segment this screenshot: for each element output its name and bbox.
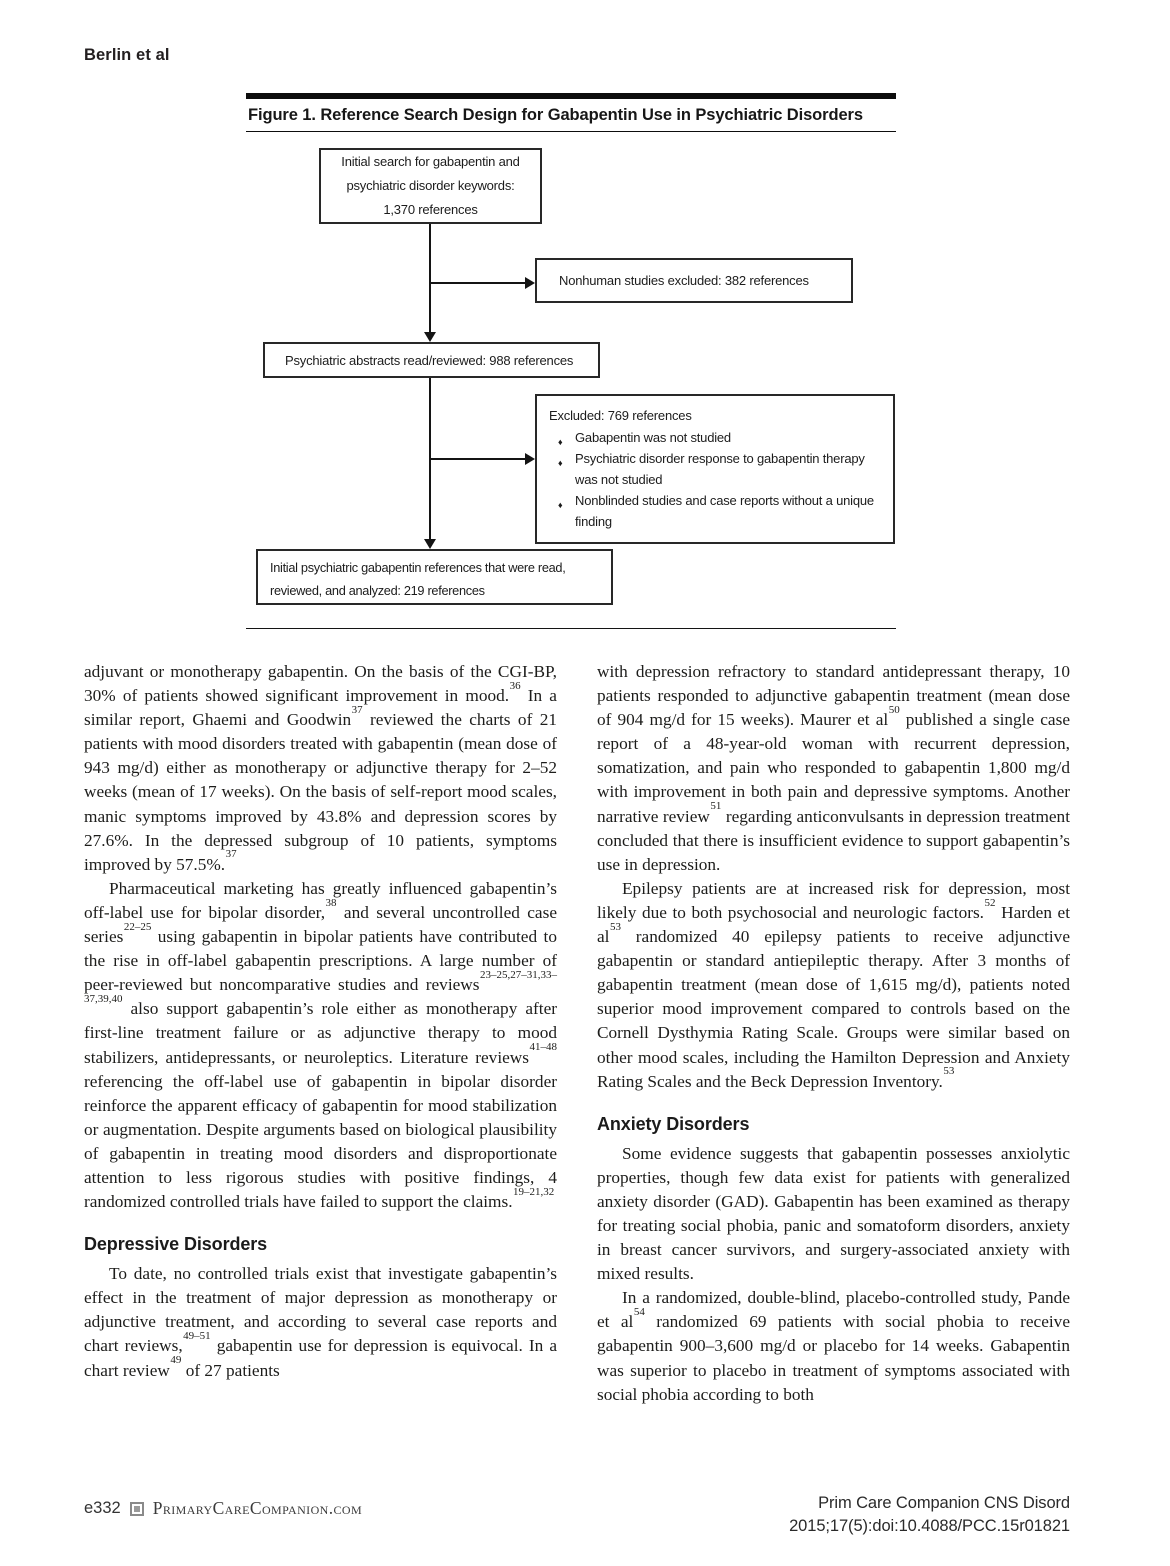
figure-1 <box>246 93 896 629</box>
excluded-item-text: Gabapentin was not studied <box>575 430 731 445</box>
flow-connector-horizontal-2 <box>430 458 526 460</box>
running-head: Berlin et al <box>84 46 170 64</box>
paragraph: To date, no controlled trials exist that investigate gabapentin’s effect in the treatment of major depression as monotherapy or adjunctive treatment, and according to several case reports and chart reviews,$^{49-51}$ gabapentin use for depression is equivocal. In a chart review$^{49}$ of 27 patients <box>84 1264 557 1380</box>
flow-box-text: Nonhuman studies excluded: 382 references <box>559 273 809 288</box>
footer-right <box>789 1492 1070 1538</box>
flow-box-line: psychiatric disorder keywords: <box>346 178 515 193</box>
diamond-bullet-icon: ♦ <box>558 500 563 510</box>
flowchart <box>246 132 896 629</box>
diamond-bullet-icon: ♦ <box>558 458 563 468</box>
flow-box-final-references <box>256 549 613 605</box>
paragraph: Epilepsy patients are at increased risk for depression, most likely due to both psychosocial and neurologic factors.$^{52}$ Harden et $al^{53}$ randomized 40 epilepsy patients to receive adjunctive gabapentin or standard antiepileptic therapy. After 3 months of gabapentin treatment (mean dose of 1,615 mg/d), patients noted superior mood improvement compared to controls based on the Cornell Dysthymia Rating Scale. Groups were similar based on other mood scales, including the Hamilton Depression and Anxiety Rating Scales and the Beck Depression Inventory.$^{53}$ <box>597 878 1071 1091</box>
flow-box-line: Initial search for gabapentin and <box>341 154 520 169</box>
flow-box-nonhuman-excluded <box>535 258 853 303</box>
section-heading-anxiety-disorders: Anxiety Disorders <box>597 1113 750 1134</box>
right-column <box>597 660 1070 1407</box>
paragraph: In a randomized, double-blind, placebo-controlled study, Pande et $al^{54}$ randomized 69 patients with social phobia to receive gabapentin 900–3,600 mg/d or placebo for 14 weeks. Gabapentin was superior to placebo in treatment of symptoms associated with social phobia according to both <box>597 1288 1070 1404</box>
section-heading-depressive-disorders: Depressive Disorders <box>84 1234 268 1255</box>
journal-logo-inner <box>134 1506 140 1512</box>
flow-box-line: 1,370 references <box>383 202 478 217</box>
excluded-item <box>549 427 889 448</box>
flow-box-initial-search <box>319 148 542 224</box>
flow-box-excluded-reasons <box>535 394 895 544</box>
paragraph: with depression refractory to standard antidepressant therapy, 10 patients responded to adjunctive gabapentin treatment (mean dose of 904 mg/d for 15 weeks). Maurer et $al^{50}$ published a single case report of a 48-year-old woman with recurrent depression, somatization, and pain who responded to gabapentin 1,800 mg/d with improvement in both pain and depressive symptoms. Another narrative review$^{51}$ regarding anticonvulsants in depression treatment concluded that there is insufficient evidence to support gabapentin’s use in depression. <box>597 662 1070 874</box>
excluded-item-text: Nonblinded studies and case reports without a unique finding <box>575 493 874 529</box>
page-number: e332 <box>84 1499 121 1517</box>
flow-box-abstracts-reviewed <box>263 342 600 378</box>
flow-connector-vertical-1 <box>429 224 431 332</box>
excluded-item <box>549 448 889 490</box>
paragraph: adjuvant or monotherapy gabapentin. On the basis of the CGI-BP, 30% of patients showed significant improvement in mood.$^{36}$ In a similar report, Ghaemi and Goodwin$^{37}$ reviewed the charts of 21 patients with mood disorders treated with gabapentin (mean dose of 943 mg/d) either as monotherapy or adjunctive therapy for 2–52 weeks (mean of 17 weeks). On the basis of self-report mood scales, manic symptoms improved by 43.8% and depression scores by 27.6%. In the depressed subgroup of 10 patients, symptoms improved by 57.5%.$^{37}$ <box>84 662 557 874</box>
footer-left <box>84 1492 362 1519</box>
arrow-down-icon <box>424 332 436 342</box>
arrow-right-icon <box>525 277 535 289</box>
excluded-title: Excluded: 769 references <box>549 408 692 423</box>
excluded-item <box>549 490 889 532</box>
arrow-right-icon <box>525 453 535 465</box>
journal-website: PrimaryCareCompanion.com <box>152 1498 363 1518</box>
flow-box-text: Psychiatric abstracts read/reviewed: 988 references <box>285 352 574 368</box>
paragraph: Some evidence suggests that gabapentin possesses anxiolytic properties, though few data exist for patients with generalized anxiety disorder (GAD). Gabapentin has been examined as therapy for treating social phobia, panic and somatoform disorders, anxiety in breast cancer survivors, and surgery-associated anxiety with mixed results. <box>597 1143 1070 1284</box>
journal-citation-line1: Prim Care Companion CNS Disord <box>818 1494 1070 1512</box>
flow-box-line: reviewed, and analyzed: 219 references <box>270 583 485 598</box>
journal-citation-line2: 2015;17(5):doi:10.4088/PCC.15r01821 <box>789 1517 1070 1535</box>
arrow-down-icon <box>424 539 436 549</box>
page-footer <box>84 1492 1070 1538</box>
article-body <box>84 660 1070 1407</box>
journal-logo-icon <box>130 1502 144 1516</box>
figure-title: Figure 1. Reference Search Design for Gabapentin Use in Psychiatric Disorders <box>246 99 896 132</box>
left-column <box>84 660 557 1407</box>
flow-connector-horizontal-1 <box>430 282 526 284</box>
excluded-item-text: Psychiatric disorder response to gabapentin therapy was not studied <box>575 451 865 487</box>
flow-box-line: Initial psychiatric gabapentin references that were read, <box>270 560 566 575</box>
diamond-bullet-icon: ♦ <box>558 437 563 447</box>
paragraph: Pharmaceutical marketing has greatly influenced gabapentin’s off-label use for bipolar disorder,$^{38}$ and several uncontrolled case series$^{22-25}$ using gabapentin in bipolar patients have contributed to the rise in off-label gabapentin prescriptions. A large number of peer-reviewed but noncomparative studies and reviews$^{23-25,27-31,33-37,39,40}$ also support gabapentin’s role either as monotherapy after first-line treatment failure or as adjunctive therapy to mood stabilizers, antidepressants, or neuroleptics. Literature reviews$^{41-48}$ referencing the off-label use of gabapentin in bipolar disorder reinforce the apparent efficacy of gabapentin for mood stabilization or augmentation. Despite arguments based on biological plausibility of gabapentin in treating mood disorders and disproportionate attention to less rigorous studies with positive findings, 4 randomized controlled trials have failed to support the claims.$^{19-21,32}$ <box>84 878 557 1212</box>
